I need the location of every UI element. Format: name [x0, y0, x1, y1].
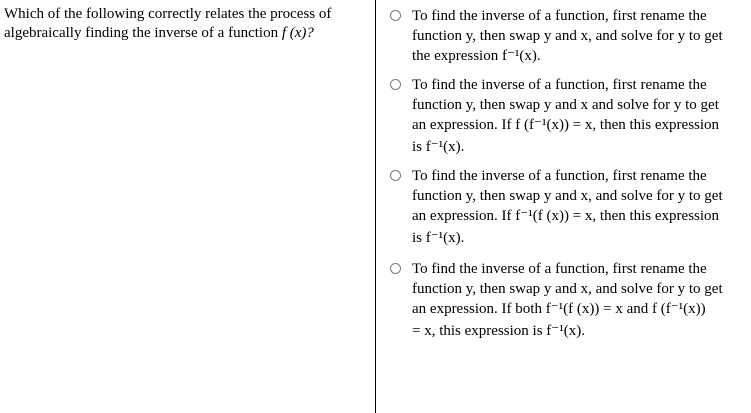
choice-d-line-3: an expression. If both f⁻¹(f (x)) = x and f (f⁻¹(x)) — [412, 301, 706, 317]
radio-button-b[interactable] — [390, 79, 401, 90]
question-line-2 — [4, 24, 366, 43]
choice-d-line-1: To find the inverse of a function, first rename the — [412, 261, 707, 277]
choice-a-line-1: To find the inverse of a function, first rename the — [412, 8, 707, 24]
question-line-1: Which of the following correctly relates the process of — [4, 6, 332, 22]
choice-a-line-3: the expression f⁻¹(x). — [412, 48, 541, 64]
choice-b-line-1: To find the inverse of a function, first rename the — [412, 77, 707, 93]
choice-b-text — [412, 75, 750, 159]
question-line-2-text: algebraically finding the inverse of a function — [4, 25, 282, 41]
column-divider — [375, 0, 376, 413]
choice-d-text — [412, 259, 750, 343]
choice-c-line-3: an expression. If f⁻¹(f (x)) = x, then this expression — [412, 208, 720, 224]
radio-button-a[interactable] — [390, 10, 401, 21]
question-function-notation: f (x)? — [281, 25, 314, 41]
question-text — [4, 5, 366, 43]
radio-button-c[interactable] — [390, 170, 401, 181]
choice-d-line-4: = x, this expression is f⁻¹(x). — [412, 323, 585, 339]
choice-a-text — [412, 6, 750, 68]
choice-c-line-4: is f⁻¹(x). — [412, 230, 465, 246]
choice-c-line-2: function y, then swap y and x, and solve for y to get — [412, 188, 723, 204]
choice-b-line-2: function y, then swap y and x and solve for y to get — [412, 97, 719, 113]
choice-a-line-2: function y, then swap y and x, and solve for y to get — [412, 28, 723, 44]
choice-c-line-1: To find the inverse of a function, first rename the — [412, 168, 707, 184]
choice-b-line-4: is f⁻¹(x). — [412, 139, 465, 155]
choice-d-line-2: function y, then swap y and x, and solve for y to get — [412, 281, 723, 297]
choice-b-line-3: an expression. If f (f⁻¹(x)) = x, then this expression — [412, 117, 720, 133]
choice-c-text — [412, 166, 750, 250]
radio-button-d[interactable] — [390, 263, 401, 274]
